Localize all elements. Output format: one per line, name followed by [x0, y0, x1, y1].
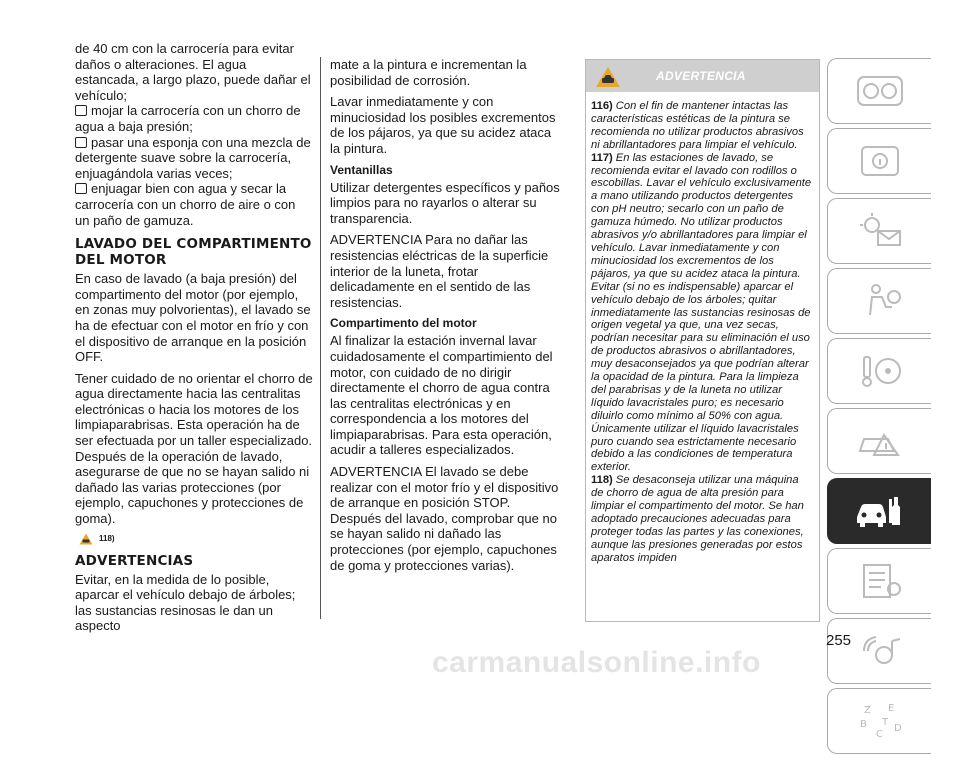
paragraph: En caso de lavado (a baja presión) del compartimento del motor (por ejemplo, en zonas muy polvorientas), el lavado se ha de efectuar con el motor en frío y con el dispositivo de arranque en la posición OFF.	[75, 271, 311, 365]
checkbox-bullet-icon	[75, 137, 87, 148]
tab-multimedia[interactable]	[827, 618, 931, 684]
multimedia-icon	[854, 631, 906, 671]
warning-box-title: ADVERTENCIA	[656, 69, 746, 83]
left-column	[75, 41, 313, 640]
checkbox-bullet-icon	[75, 183, 87, 194]
vehicle-info-icon	[854, 141, 906, 181]
index-letter: T	[881, 717, 888, 728]
paragraph: Utilizar detergentes específicos y paños limpios para no rayarlos o alterar su transparencia.	[330, 179, 560, 226]
warning-number: 118)	[591, 474, 613, 487]
bullet-item	[75, 103, 313, 134]
subheading-windows: Ventanillas	[330, 162, 393, 177]
intro-paragraph: de 40 cm con la carrocería para evitar daños o alteraciones. El agua estancada, a largo plazo, puede dañar el vehículo;	[75, 41, 311, 103]
tab-vehicle-info[interactable]	[827, 128, 931, 194]
subheading-engine-compartment: Compartimento del motor	[330, 316, 477, 331]
safety-airbag-icon	[854, 281, 906, 321]
bullet-text: enjuagar bien con agua y secar la carrocería con un chorro de aire o con un paño de gamuza.	[75, 181, 296, 228]
tab-starting-driving[interactable]	[827, 338, 931, 404]
index-letter: C	[875, 729, 883, 740]
emergency-icon	[854, 421, 906, 461]
technical-data-icon	[854, 561, 906, 601]
bullet-item	[75, 135, 313, 182]
warning-box	[585, 59, 820, 622]
starting-driving-icon	[854, 351, 906, 391]
light-warning-icon	[854, 211, 906, 251]
warning-number: 116)	[591, 100, 613, 112]
paragraph: mate a la pintura e incrementan la posibilidad de corrosión.	[330, 57, 527, 88]
bullet-text: pasar una esponja con una mezcla de detergente suave sobre la carrocería, enjuagándola varias veces;	[75, 134, 311, 181]
car-warning-triangle-icon	[595, 66, 621, 88]
checkbox-bullet-icon	[75, 105, 87, 116]
warning-box-header	[586, 60, 819, 92]
tab-dashboard[interactable]	[827, 58, 931, 124]
chapter-sidebar	[827, 58, 930, 758]
warning-text: En las estaciones de lavado, se recomienda evitar el lavado con rodillos o escobillas. Lavar el vehículo exclusivamente a mano utilizando productos detergentes con pH neutro; secarlo con un paño de gamuza húmedo. No utilizar productos abrasivos y/o abrillantadores para limpiar el vehículo. Lavar inmediatamente y con minuciosidad los excrementos de los pájaros, ya que su acidez ataca la pintura. Evitar (si no es indispensable) aparcar el vehículo debajo de los árboles; quitar inmediatamente las sustancias resinosas de origen vegetal ya que, una vez secas, podrían necesitar para su eliminación el uso de productos abrasivos o abrillantadores, muy desaconsejados ya que podrían alterar la opacidad de la pintura. Para la limpieza del parabrisas y de la luneta no utilizar líquido lavacristales puro; es necesario diluirlo como mínimo al 50% con agua. Únicamente utilizar el líquido lavacristales puro cuando sea estrictamente necesario debido a las condiciones de temperatura exterior.	[591, 151, 812, 474]
tab-safety[interactable]	[827, 268, 931, 334]
warning-text: Con el fin de mantener intactas las características estéticas de la pintura se recomienda no utilizar productos abrasivos ni abrillantadores para limpiar el vehículo.	[591, 100, 804, 151]
paragraph: Tener cuidado de no orientar el chorro de agua directamente hacia las centralitas electrónicas o hacia los motores de los limpiaparabrisas. Esta operación ha de ser efectuada por un taller especializado. Después de la operación de lavado, asegurarse de que no se hayan salido ni dañado las varias protecciones (por ejemplo, capuchones y protecciones de goma).	[75, 370, 313, 527]
warning-item	[591, 474, 814, 564]
tab-lights-warnings[interactable]	[827, 198, 931, 264]
section-heading-warnings: ADVERTENCIAS	[75, 552, 194, 569]
paragraph: Lavar inmediatamente y con minuciosidad los posibles excrementos de los pájaros, ya que su acidez ataca la pintura.	[330, 94, 556, 156]
paragraph: Evitar, en la medida de lo posible, aparcar el vehículo debajo de árboles; las sustancias resinosas le dan un aspecto	[75, 571, 296, 634]
warning-reference	[79, 533, 313, 545]
tab-index[interactable]	[827, 688, 931, 754]
warning-text: Se desaconseja utilizar una máquina de chorro de agua de alta presión para limpiar el compartimento del motor. Se han adoptado precauciones adecuadas para proteger todas las partes y las conexiones, aunque las presiones generadas por estos aparatos impiden	[591, 474, 804, 564]
warning-number: 117)	[591, 151, 613, 164]
paragraph: Al finalizar la estación invernal lavar cuidadosamente el compartimiento del motor, con cuidado de no dirigir directamente el chorro de agua contra las centralitas electrónicas y en correspondencia a los motores del limpiaparabrisas. Para esta operación, acudir a talleres especializados.	[330, 333, 553, 458]
section-heading-engine-wash: LAVADO DEL COMPARTIMENTO DEL MOTOR	[75, 236, 312, 269]
warning-triangle-icon	[79, 533, 93, 545]
paragraph: ADVERTENCIA El lavado se debe realizar con el motor frío y el dispositivo de arranque en posición STOP. Después del lavado, comprobar que no se hayan salido ni dañado las protecciones (por ejemplo, capuchones de goma y protecciones varias).	[330, 464, 559, 573]
warning-item	[591, 100, 814, 152]
index-letters-icon	[854, 701, 906, 741]
tab-technical-data[interactable]	[827, 548, 931, 614]
middle-column	[330, 57, 562, 579]
column-divider	[320, 57, 321, 619]
warning-item	[591, 152, 814, 475]
tab-maintenance[interactable]	[827, 478, 931, 544]
index-letter: E	[887, 703, 894, 714]
watermark-text: carmanualsonline.info	[432, 646, 761, 679]
page-number: 255	[826, 632, 852, 649]
index-letter: B	[859, 719, 867, 730]
bullet-item	[75, 181, 313, 228]
tab-emergency[interactable]	[827, 408, 931, 474]
bullet-text: mojar la carrocería con un chorro de agua a baja presión;	[75, 103, 301, 134]
index-letter: Z	[863, 705, 871, 716]
paragraph: ADVERTENCIA Para no dañar las resistencias eléctricas de la superficie interior de la luneta, frotar delicadamente en el sentido de las resistencias.	[330, 232, 549, 310]
maintenance-car-wrench-icon	[854, 491, 906, 531]
index-letter: D	[893, 723, 902, 734]
dashboard-icon	[854, 71, 906, 111]
warning-reference-number: 118)	[99, 534, 115, 544]
warning-box-body	[586, 92, 819, 565]
